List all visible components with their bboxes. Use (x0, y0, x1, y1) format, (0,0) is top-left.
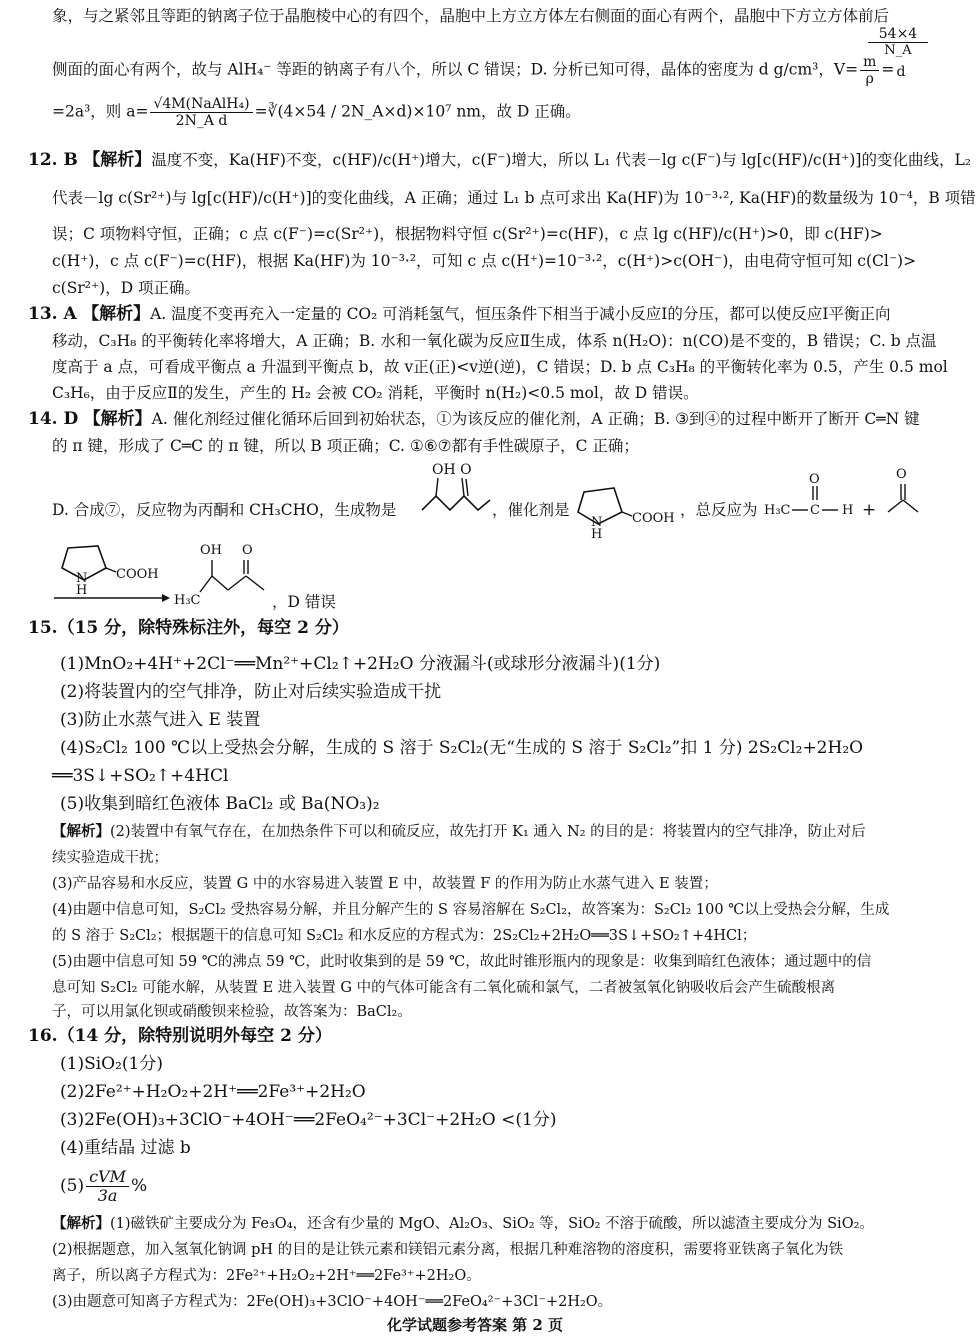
q16-answer-3: (3)2Fe(OH)₃+3ClO⁻+4OH⁻══2FeO₄²⁻+3Cl⁻+2H₂O <(1分) (60, 1110, 557, 1130)
q16-explain-4: (3)由题意可知离子方程式为：2Fe(OH)₃+3ClO⁻+4OH⁻══2FeO₄²⁻+3Cl⁻+2H₂O。 (52, 1294, 613, 1310)
h-label: H (591, 527, 603, 542)
q13-text-1: A. 温度不变再充入一定量的 CO₂ 可消耗氢气，恒压条件下相当于减小反应Ⅰ的分压，都可以使反应Ⅰ平衡正向 (150, 305, 891, 323)
acetone-structure (884, 464, 924, 520)
q14-line-3c: ，总反应为 (680, 501, 758, 519)
q14-tag: 【解析】 (83, 409, 152, 429)
q11-line-3c: ×10⁷ nm，故 D 正确。 (412, 102, 581, 121)
svg-text:C: C (810, 503, 820, 518)
q16-answer-1: (1)SiO₂(1分) (60, 1054, 163, 1074)
a-frac-num: √4M(NaAlH₄) (150, 96, 252, 113)
h3c-label: H₃C (764, 503, 791, 518)
product-oh-label: OH (200, 543, 222, 558)
q16-a5-den: 3a (97, 1186, 118, 1205)
q16-answer-5 (60, 1168, 932, 1205)
q12-line-2: 代表－lg c(Sr²⁺)与 lg[c(HF)/c(H⁺)]的变化曲线，A 正确；通过 L₁ b 点可求出 Ka(HF)为 10⁻³·², Ka(HF)的数量级为 10⁻⁴，B 项错 (52, 189, 976, 207)
q16-a5-pre: (5) (60, 1176, 85, 1196)
q14-text-1: A. 催化剂经过催化循环后回到初始状态，①为该反应的催化剂，A 正确；B. ③到④的过程中断开了断开 C═N 键 (151, 410, 920, 428)
q14-line-2: 的 π 键，形成了 C═C 的 π 键，所以 B 项正确；C. ①⑥⑦都有手性碳原子，C 正确； (52, 437, 639, 455)
q16-answer-4: (4)重结晶 过滤 b (60, 1138, 191, 1158)
q16-a5-post: % (131, 1176, 148, 1196)
q15-explain-7: 息可知 S₂Cl₂ 可能水解，从装置 E 进入装置 G 中的气体可能含有二氧化硫和氯气，二者被氢氧化钠吸收后会产生硫酸根离 (52, 980, 836, 996)
q11-line-1: 象，与之紧邻且等距的钠离子位于晶胞棱中心的有四个，晶胞中上方立方体左右侧面的面心有两个，晶胞中下方立方体前后 (52, 7, 890, 25)
q14-line-1 (28, 407, 924, 431)
product-o-label: O (242, 543, 253, 558)
product-structure (172, 538, 282, 608)
q16-a5-num: cVM (86, 1168, 129, 1187)
product-h3c-label: H₃C (174, 593, 201, 608)
q15-explain-6: (5)由题中信息可知 59 ℃的沸点 59 ℃，此时收集到的是 59 ℃，故此时锥形瓶内的现象是：收集到暗红色液体；通过题中的信 (52, 954, 872, 970)
o-label: O (809, 472, 820, 487)
q13-number: 13. A (28, 304, 77, 324)
catalyst-over-arrow (50, 540, 170, 608)
aldehyde-h-label: H (842, 503, 854, 518)
a-frac-den: 2N_A d (175, 113, 228, 129)
q15-answer-2: (2)将装置内的空气排净，防止对后续实验造成干扰 (60, 682, 442, 702)
q12-text-1: 温度不变，Ka(HF)不变，c(HF)/c(H⁺)增大，c(F⁻)增大，所以 L₁ 代表－lg c(F⁻)与 lg[c(HF)/c(H⁺)]的变化曲线，L₂ (151, 151, 971, 169)
arrow-cooh-label: COOH (116, 567, 159, 582)
page-footer: 化学试题参考答案 第 2 页 (386, 1316, 564, 1334)
q15-answer-5: (5)收集到暗红色液体 BaCl₂ 或 Ba(NO₃)₂ (60, 794, 380, 814)
q16-explain-1-text: (1)磁铁矿主要成分为 Fe₃O₄，还含有少量的 MgO、Al₂O₃、SiO₂ 等，SiO₂ 不溶于硫酸，所以滤渣主要成分为 SiO₂。 (110, 1216, 874, 1232)
q15-answer-4: (4)S₂Cl₂ 100 ℃以上受热会分解，生成的 S 溶于 S₂Cl₂(无“生成的 S 溶于 S₂Cl₂”扣 1 分) 2S₂Cl₂+2H₂O (60, 738, 864, 758)
q14-line-3a: D. 合成⑦，反应物为丙酮和 CH₃CHO，生成物是 (52, 501, 397, 519)
q16-explain-2: (2)根据题意，加入氢氧化钠调 pH 的目的是让铁元素和镁铝元素分离，根据几种难溶物的溶度积，需要将亚铁离子氧化为铁 (52, 1242, 844, 1258)
q16-a5-fraction (86, 1168, 129, 1205)
m-over-rho (860, 54, 879, 87)
proline-catalyst-structure (574, 478, 680, 540)
q15-explain-1-text: (2)装置中有氧气存在，在加热条件下可以和硫反应，故先打开 K₁ 通入 N₂ 的目的是：将装置内的空气排净，防止对后 (110, 824, 866, 840)
q16-heading: 16.（14 分，除特别说明外每空 2 分） (28, 1026, 332, 1046)
q11-line-3 (52, 96, 924, 129)
q13-line-4: C₃H₆，由于反应Ⅱ的发生，产生的 H₂ 会被 CO₂ 消耗，平衡时 n(H₂)<0.5 mol，故 D 错误。 (52, 384, 699, 402)
q13-line-1 (28, 302, 924, 326)
oh-o-label: OH O (432, 462, 472, 478)
q12-tag: 【解析】 (83, 150, 152, 170)
q11-line-3b: = (254, 102, 268, 121)
frac-m: m (860, 54, 879, 71)
a-fraction (150, 96, 252, 129)
q14-line-3b: ，催化剂是 (492, 501, 570, 519)
frac-rho: ρ (865, 71, 874, 87)
q12-number: 12. B (28, 150, 78, 170)
cooh-label: COOH (632, 511, 675, 526)
q15-explain-1 (52, 820, 924, 844)
q16-explain-3: 离子，所以离子方程式为：2Fe²⁺+H₂O₂+2H⁺══2Fe³⁺+2H₂O。 (52, 1268, 481, 1284)
q12-line-4: c(H⁺)，c 点 c(F⁻)=c(HF)，根据 Ka(HF)为 10⁻³·²，可知 c 点 c(H⁺)=10⁻³·²，c(H⁺)>c(OH⁻)，由电荷守恒可知 c(Cl⁻)> (52, 252, 917, 270)
q11-line-2: 侧面的面心有两个，故与 AlH₄⁻ 等距的钠离子有八个，所以 C 错误；D. 分析已知可得，晶体的密度为 d g/cm³，V= $\frac{m}{\rho}$ = (52, 54, 895, 87)
q11-top-frac-num: 54×4 (868, 26, 928, 43)
q15-explain-3: (3)产品容易和水反应，装置 G 中的水容易进入装置 E 中，故装置 F 的作用为防止水蒸气进入 E 装置； (52, 876, 718, 892)
q12-line-1 (28, 148, 971, 172)
plus-sign: + (862, 500, 877, 520)
acetone-o-label: O (896, 467, 907, 482)
q15-answer-3: (3)防止水蒸气进入 E 装置 (60, 710, 261, 730)
q15-explain-8: 子，可以用氯化钡或硝酸钡来检验，故答案为：BaCl₂。 (52, 1004, 412, 1020)
q15-explain-2: 续实验造成干扰； (52, 850, 168, 866)
q13-tag: 【解析】 (82, 304, 151, 324)
q11-den-d: d (896, 64, 906, 80)
q16-tag: 【解析】 (52, 1215, 110, 1232)
q11-line-3a: =2a³，则 a= (52, 102, 149, 121)
q12-line-5: c(Sr²⁺)，D 项正确。 (52, 279, 201, 297)
hydroxy-ketone-structure (418, 458, 496, 524)
acetaldehyde-structure (760, 470, 860, 526)
q14-number: 14. D (28, 409, 79, 429)
q16-explain-1 (52, 1212, 924, 1236)
q11-top-frac-den: N_A (884, 43, 912, 58)
q15-answer-1: (1)MnO₂+4H⁺+2Cl⁻══Mn²⁺+Cl₂↑+2H₂O 分液漏斗(或球形分液漏斗)(1分) (60, 654, 661, 674)
q12-line-3: 误；C 项物料守恒，正确；c 点 c(F⁻)=c(Sr²⁺)，根据物料守恒 c(Sr²⁺)=c(HF)，c 点 lg c(HF)/c(H⁺)>0，即 c(HF)> (52, 225, 883, 243)
n-label: N (591, 515, 603, 530)
q15-answer-4b: ══3S↓+SO₂↑+4HCl (52, 766, 229, 786)
q13-line-2: 移动，C₃H₈ 的平衡转化率将增大，A 正确；B. 水和一氧化碳为反应Ⅱ生成，体系 n(H₂O)：n(CO)是不变的，B 错误；C. b 点温 (52, 332, 937, 350)
arrow-n-label: N (76, 571, 88, 586)
q15-explain-4: (4)由题中信息可知，S₂Cl₂ 受热容易分解，并且分解产生的 S 容易溶解在 S₂Cl₂，故答案为：S₂Cl₂ 100 ℃以上受热会分解，生成 (52, 902, 890, 918)
q14-line-4-end: ，D 错误 (272, 593, 336, 611)
q13-line-3: 度高于 a 点，可看成平衡点 a 升温到平衡点 b，故 v正(正)<v逆(逆)，C 错误；D. b 点 C₃H₈ 的平衡转化率为 0.5，产生 0.5 mol (52, 358, 948, 376)
q16-answer-2: (2)2Fe²⁺+H₂O₂+2H⁺══2Fe³⁺+2H₂O (60, 1082, 366, 1102)
q15-heading: 15.（15 分，除特殊标注外，每空 2 分） (28, 618, 349, 638)
q11-line-2-text: 侧面的面心有两个，故与 AlH₄⁻ 等距的钠离子有八个，所以 C 错误；D. 分析已知可得，晶体的密度为 d g/cm³，V= (52, 60, 859, 79)
arrow-h-label: H (76, 583, 88, 598)
cube-root-expr: ∛(4×54 / 2N_A×d) (267, 102, 413, 121)
q15-tag: 【解析】 (52, 823, 110, 840)
q15-explain-5: 的 S 溶于 S₂Cl₂；根据题干的信息可知 S₂Cl₂ 和水反应的方程式为：2S₂Cl₂+2H₂O══3S↓+SO₂↑+4HCl； (52, 928, 757, 944)
